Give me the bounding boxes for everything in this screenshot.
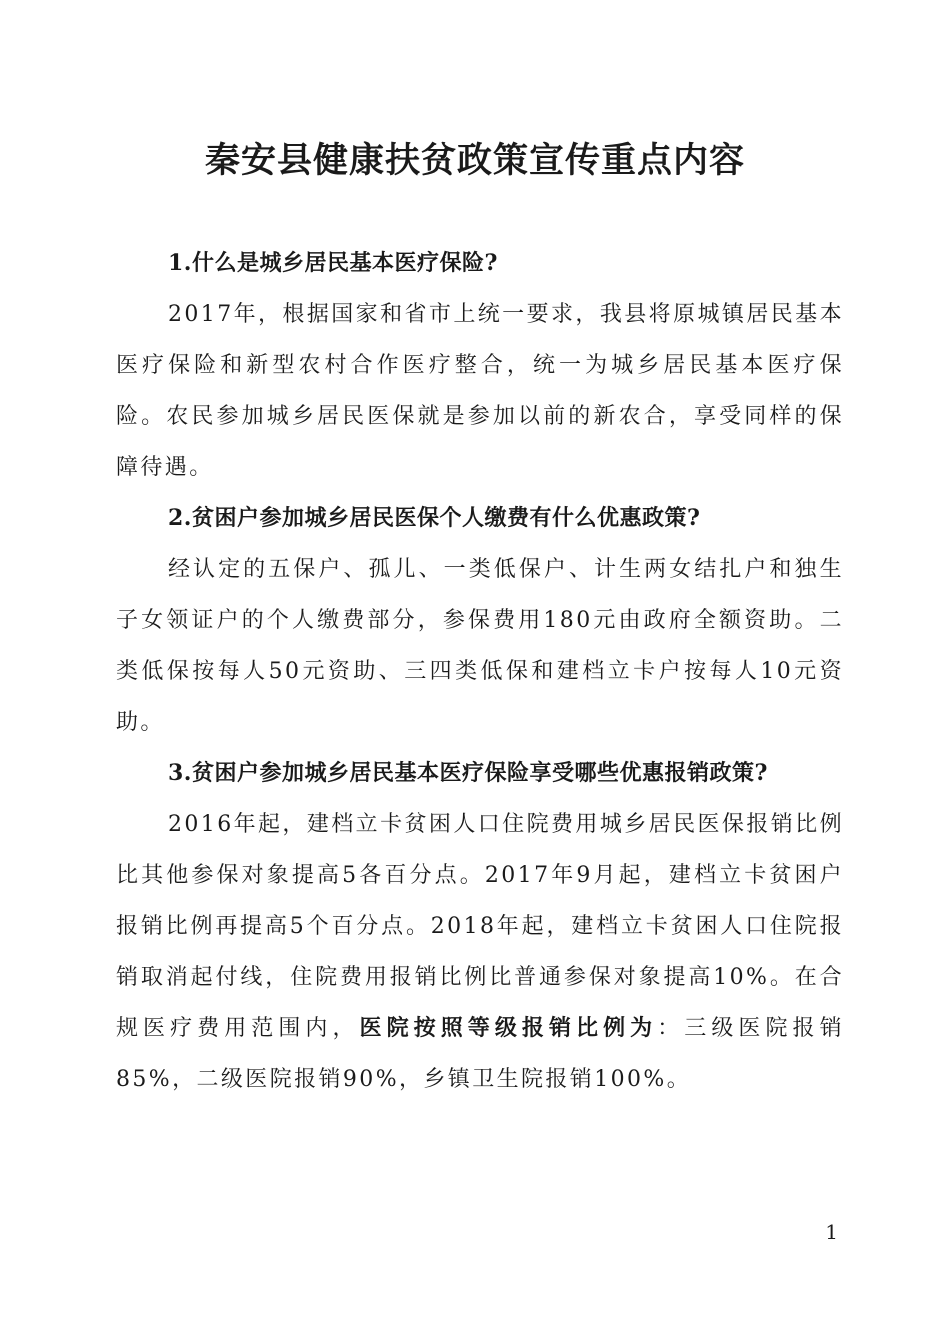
page-number: 1 [825, 1220, 838, 1244]
section-3-paragraph [116, 799, 844, 1105]
section-1-paragraph: 2017年，根据国家和省市上统一要求，我县将原城镇居民基本医疗保险和新型农村合作医疗整合，统一为城乡居民基本医疗保险。农民参加城乡居民医保就是参加以前的新农合，享受同样的保障待遇。 [116, 302, 844, 480]
document-body [116, 238, 844, 1105]
section-2-paragraph: 经认定的五保户、孤儿、一类低保户、计生两女结扎户和独生子女领证户的个人缴费部分，参保费用180元由政府全额资助。二类低保按每人50元资助、三四类低保和建档立卡户按每人10元资助。 [116, 557, 844, 735]
section-1-heading: 1.什么是城乡居民基本医疗保险? [168, 250, 498, 276]
section-3-text-after: ：三级医院报销85%，二级医院报销90%，乡镇卫生院报销100%。 [116, 1016, 844, 1092]
section-3-text-before: 2016年起，建档立卡贫困人口住院费用城乡居民医保报销比例比其他参保对象提高5各百分点。2017年9月起，建档立卡贫困户报销比例再提高5个百分点。2018年起，建档立卡贫困人口住院报销取消起付线，住院费用报销比例比普通参保对象提高10%。在合规医疗费用范围内， [116, 812, 844, 1041]
section-3-bold-text: 医院按照等级报销比例为 [359, 1015, 658, 1041]
document-title: 秦安县健康扶贫政策宣传重点内容 [204, 140, 745, 181]
section-3-heading: 3.贫困户参加城乡居民基本医疗保险享受哪些优惠报销政策? [168, 760, 768, 786]
section-2-heading: 2.贫困户参加城乡居民医保个人缴费有什么优惠政策? [168, 505, 701, 531]
